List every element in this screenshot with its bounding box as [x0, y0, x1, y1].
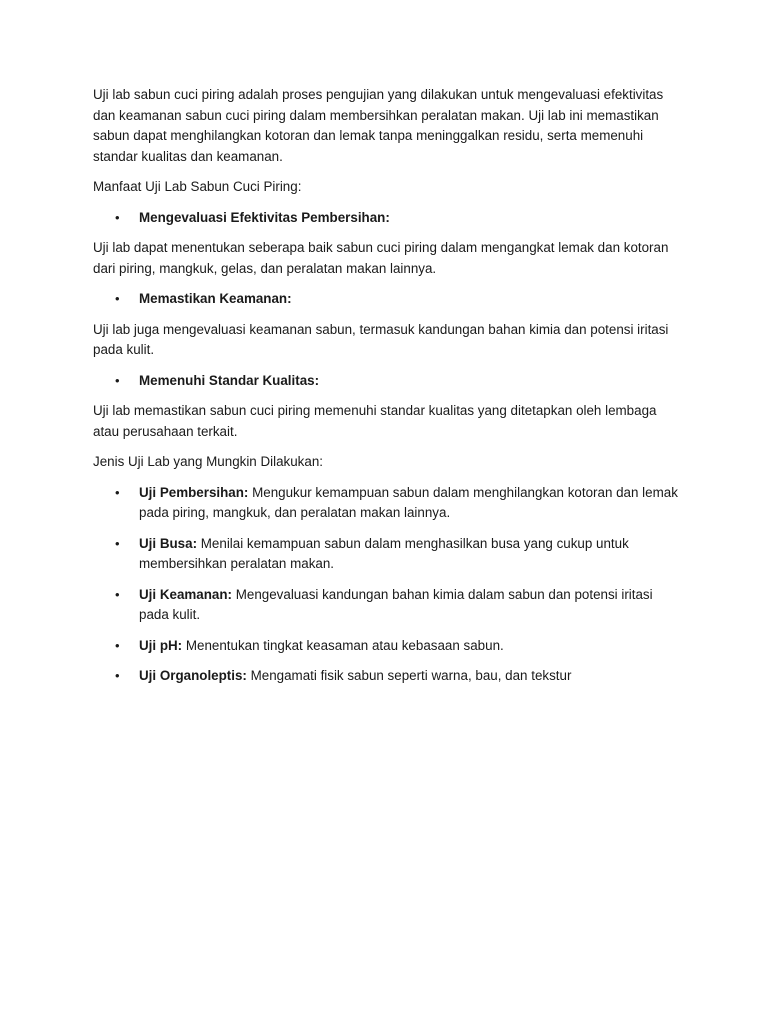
type-title: Uji pH:: [139, 637, 183, 653]
benefits-heading: Manfaat Uji Lab Sabun Cuci Piring:: [93, 179, 302, 194]
bullet-icon: •: [115, 372, 120, 388]
type-title: Uji Organoleptis:: [139, 668, 247, 683]
type-title: Uji Pembersihan:: [139, 484, 249, 500]
benefit-text: Uji lab juga mengevaluasi keamanan sabun, termasuk kandungan bahan kimia dan potensi iritasi pada kulit.: [93, 321, 669, 357]
type-text: Menilai kemampuan sabun dalam menghasilkan busa yang cukup untuk membersihkan peralatan makan.: [139, 535, 629, 571]
bullet-icon: •: [115, 535, 120, 551]
bullet-icon: •: [115, 586, 120, 602]
benefit-item-1: [93, 208, 683, 229]
document-body: [93, 85, 683, 687]
type-item-2: [93, 534, 683, 575]
type-item-1: [93, 483, 683, 524]
benefit-item-3: [93, 371, 683, 392]
type-text: Mengevaluasi kandungan bahan kimia dalam sabun dan potensi iritasi pada kulit.: [139, 586, 653, 622]
type-text: Mengamati fisik sabun seperti warna, bau, dan tekstur: [246, 668, 572, 683]
benefit-item-2: [93, 289, 683, 310]
bullet-icon: •: [115, 668, 120, 683]
benefit-title: Memastikan Keamanan:: [139, 291, 292, 306]
type-item-5: [93, 666, 683, 687]
benefit-text: Uji lab dapat menentukan seberapa baik sabun cuci piring dalam mengangkat lemak dan kotoran dari piring, mangkuk, gelas, dan peralatan makan lainnya.: [93, 240, 669, 276]
bullet-icon: •: [115, 637, 120, 653]
type-title: Uji Keamanan:: [139, 586, 233, 602]
benefit-title: Mengevaluasi Efektivitas Pembersihan:: [139, 209, 390, 225]
intro-paragraph: Uji lab sabun cuci piring adalah proses pengujian yang dilakukan untuk mengevaluasi efektivitas dan keamanan sabun cuci piring dalam membersihkan peralatan makan. Uji lab ini memastikan sabun dapat menghilangkan kotoran dan lemak tanpa meninggalkan residu, serta memenuhi standar kualitas dan keamanan.: [93, 87, 664, 164]
bullet-icon: •: [115, 291, 120, 306]
benefit-title: Memenuhi Standar Kualitas:: [139, 372, 320, 388]
bullet-icon: •: [115, 209, 120, 225]
type-title: Uji Busa:: [139, 535, 198, 551]
type-text: Menentukan tingkat keasaman atau kebasaan sabun.: [182, 637, 504, 653]
type-text: Mengukur kemampuan sabun dalam menghilangkan kotoran dan lemak pada piring, mangkuk, dan peralatan makan lainnya.: [139, 484, 678, 520]
bullet-icon: •: [115, 484, 120, 500]
benefit-text: Uji lab memastikan sabun cuci piring memenuhi standar kualitas yang ditetapkan oleh lembaga atau perusahaan terkait.: [93, 403, 657, 439]
type-item-4: [93, 636, 683, 657]
type-item-3: [93, 585, 683, 626]
types-heading: Jenis Uji Lab yang Mungkin Dilakukan:: [93, 454, 323, 469]
